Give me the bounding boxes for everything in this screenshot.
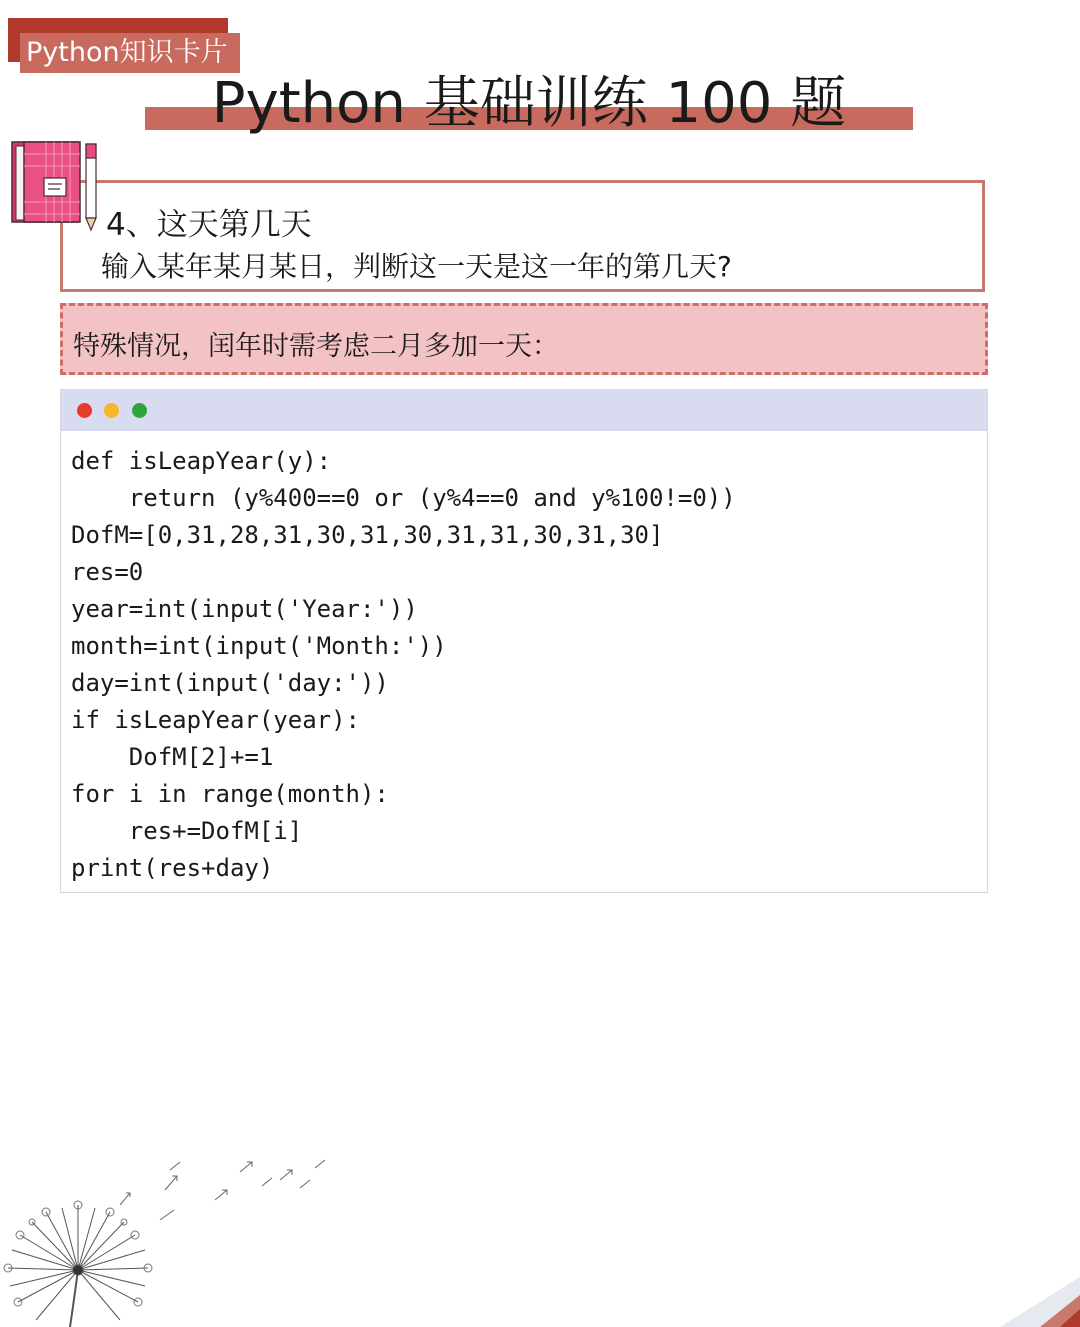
question-heading: 4、这天第几天: [106, 207, 312, 243]
maximize-dot-icon: [132, 403, 147, 418]
code-line: for i in range(month):: [71, 780, 389, 808]
question-card: [60, 180, 985, 292]
code-line: res=0: [71, 558, 144, 586]
code-line: def isLeapYear(y):: [71, 447, 332, 475]
code-window-titlebar: [61, 390, 987, 431]
tag-badge: Python知识卡片: [20, 33, 240, 73]
code-line: if isLeapYear(year):: [71, 706, 360, 734]
dandelion-decoration: [0, 1150, 340, 1327]
code-line: day=int(input('day:')): [71, 669, 389, 697]
note-text: 特殊情况，闰年时需考虑二月多加一天：: [73, 331, 559, 362]
close-dot-icon: [77, 403, 92, 418]
code-line: year=int(input('Year:')): [71, 595, 418, 623]
code-line: DofM=[0,31,28,31,30,31,30,31,31,30,31,30]: [71, 521, 664, 549]
question-text: 输入某年某月某日，判断这一天是这一年的第几天?: [101, 250, 732, 283]
code-line: return (y%400==0 or (y%4==0 and y%100!=0)): [71, 484, 736, 512]
corner-decoration: [880, 1247, 1080, 1327]
minimize-dot-icon: [104, 403, 119, 418]
code-line: res+=DofM[i]: [71, 817, 303, 845]
code-line: DofM[2]+=1: [71, 743, 274, 771]
code-window: [60, 389, 988, 893]
code-line: print(res+day): [71, 854, 274, 882]
code-line: month=int(input('Month:')): [71, 632, 447, 660]
code-block: [71, 443, 736, 887]
notebook-icon: [10, 138, 102, 234]
page-title: Python 基础训练 100 题: [211, 71, 847, 136]
note-box: [60, 303, 988, 375]
